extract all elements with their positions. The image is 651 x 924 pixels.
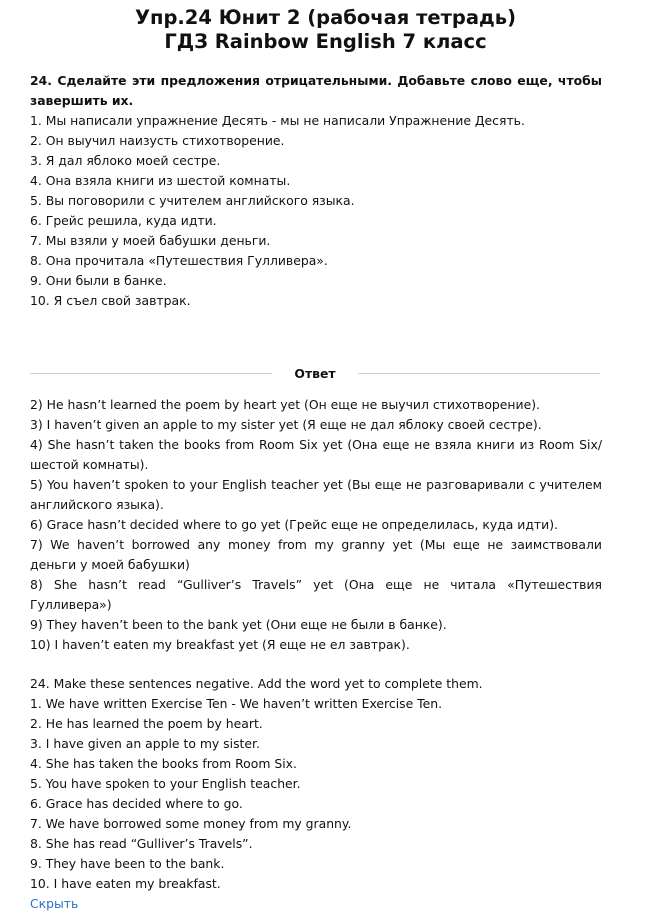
answer-label: Ответ [294,365,336,381]
exercise-list [30,694,602,894]
answer-item: 6) Grace hasn’t decided where to go yet (Грейс еще не определилась, куда идти). [30,517,558,532]
hide-link[interactable]: Скрыть [30,896,79,911]
task-item: 6. Грейс решила, куда идти. [30,213,217,228]
page-title: Упр.24 Юнит 2 (рабочая тетрадь) [134,6,517,29]
exercise-item: 10. I have eaten my breakfast. [30,876,221,891]
answer-item: 5) You haven’t spoken to your English teacher yet (Вы еще не разговаривали с учителем английского языка). [30,477,602,512]
answer-item: 10) I haven’t eaten my breakfast yet (Я еще не ел завтрак). [30,637,410,652]
task-item: 4. Она взяла книги из шестой комнаты. [30,173,291,188]
separator-line-left [30,373,272,374]
task-item: 10. Я съел свой завтрак. [30,293,191,308]
task-heading: 24. Сделайте эти предложения отрицательными. Добавьте слово еще, чтобы завершить их. [30,73,602,108]
task-item: 3. Я дал яблоко моей сестре. [30,153,221,168]
exercise-item: 1. We have written Exercise Ten - We haven’t written Exercise Ten. [30,696,443,711]
exercise-item: 9. They have been to the bank. [30,856,225,871]
exercise-item: 5. You have spoken to your English teacher. [30,776,301,791]
task-item: 2. Он выучил наизусть стихотворение. [30,133,285,148]
task-item: 7. Мы взяли у моей бабушки деньги. [30,233,271,248]
exercise-section [30,674,602,914]
answer-item: 4) She hasn’t taken the books from Room Six yet (Она еще не взяла книги из Room Six/шестой комнаты). [30,437,602,472]
exercise-item: 6. Grace has decided where to go. [30,796,243,811]
task-section [30,71,602,311]
page-subtitle: ГДЗ Rainbow English 7 класс [164,30,487,53]
answer-item: 3) I haven’t given an apple to my sister yet (Я еще не дал яблоку своей сестре). [30,417,542,432]
task-item: 9. Они были в банке. [30,273,167,288]
exercise-item: 8. She has read “Gulliver’s Travels”. [30,836,253,851]
exercise-item: 4. She has taken the books from Room Six. [30,756,297,771]
answers-section [30,395,602,655]
answer-item: 8) She hasn’t read “Gulliver’s Travels” yet (Она еще не читала «Путешествия Гулливера») [30,577,602,612]
separator-line-right [358,373,600,374]
answer-item: 2) He hasn’t learned the poem by heart yet (Он еще не выучил стихотворение). [30,397,540,412]
answer-item: 7) We haven’t borrowed any money from my granny yet (Мы еще не заимствовали деньги у моей бабушки) [30,537,602,572]
task-item: 5. Вы поговорили с учителем английского языка. [30,193,355,208]
answer-separator [30,363,600,383]
exercise-item: 3. I have given an apple to my sister. [30,736,260,751]
answer-item: 9) They haven’t been to the bank yet (Они еще не были в банке). [30,617,447,632]
exercise-item: 2. He has learned the poem by heart. [30,716,263,731]
exercise-item: 7. We have borrowed some money from my granny. [30,816,352,831]
task-item: 8. Она прочитала «Путешествия Гулливера». [30,253,328,268]
task-item: 1. Мы написали упражнение Десять - мы не написали Упражнение Десять. [30,113,525,128]
exercise-heading: 24. Make these sentences negative. Add the word yet to complete them. [30,676,483,691]
task-list [30,111,602,311]
